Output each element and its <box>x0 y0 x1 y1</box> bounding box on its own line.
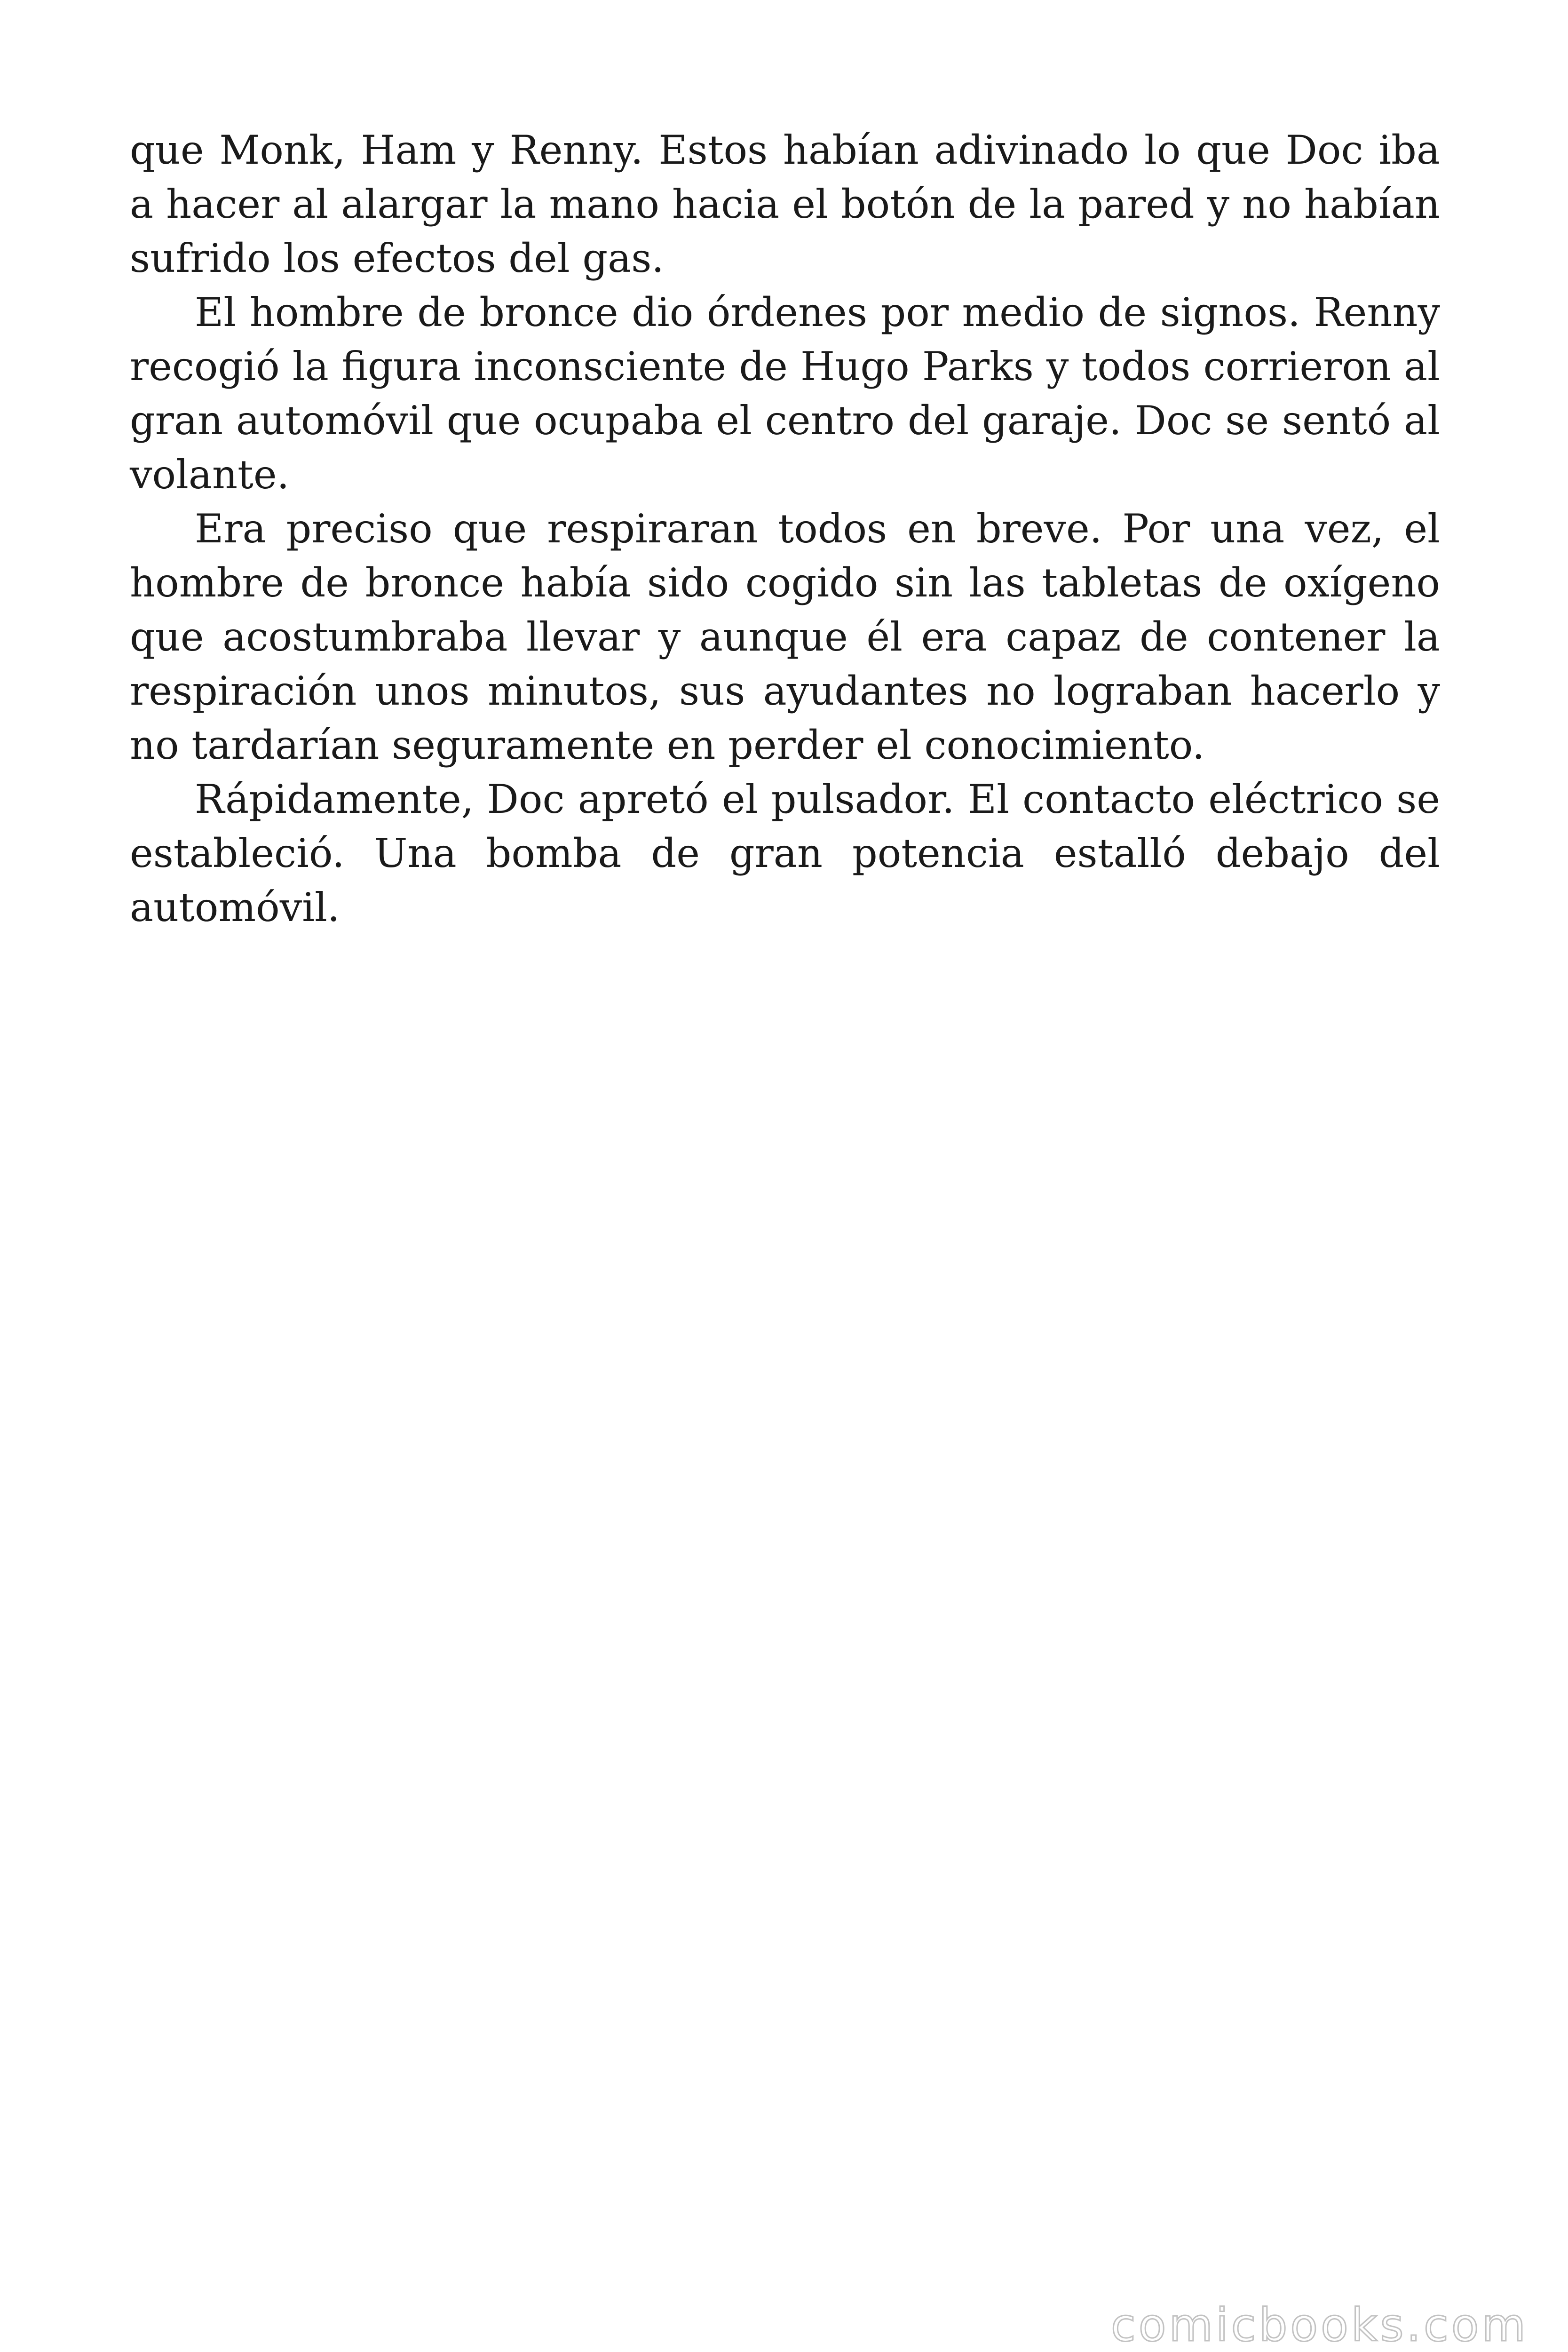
paragraph-3: Era preciso que respiraran todos en breve. Por una vez, el hombre de bronce había sido cogido sin las tabletas de oxígeno que acostumbraba llevar y aunque él era capaz de contener la respiración unos minutos, sus ayudantes no lograban hacerlo y no tardarían seguramente en perder el conocimiento. <box>130 506 1440 768</box>
paragraph-1: que Monk, Ham y Renny. Estos habían adivinado lo que Doc iba a hacer al alargar la mano hacia el botón de la pared y no habían sufrido los efectos del gas. <box>130 127 1440 281</box>
body-text <box>130 123 1440 935</box>
watermark: comicbooks.com <box>1110 2299 1528 2352</box>
paragraph-2: El hombre de bronce dio órdenes por medio de signos. Renny recogió la figura inconsciente de Hugo Parks y todos corrieron al gran automóvil que ocupaba el centro del garaje. Doc se sentó al volante. <box>130 289 1440 498</box>
paragraph-4: Rápidamente, Doc apretó el pulsador. El contacto eléctrico se estableció. Una bomba de gran potencia estalló debajo del automóvil. <box>130 776 1440 930</box>
